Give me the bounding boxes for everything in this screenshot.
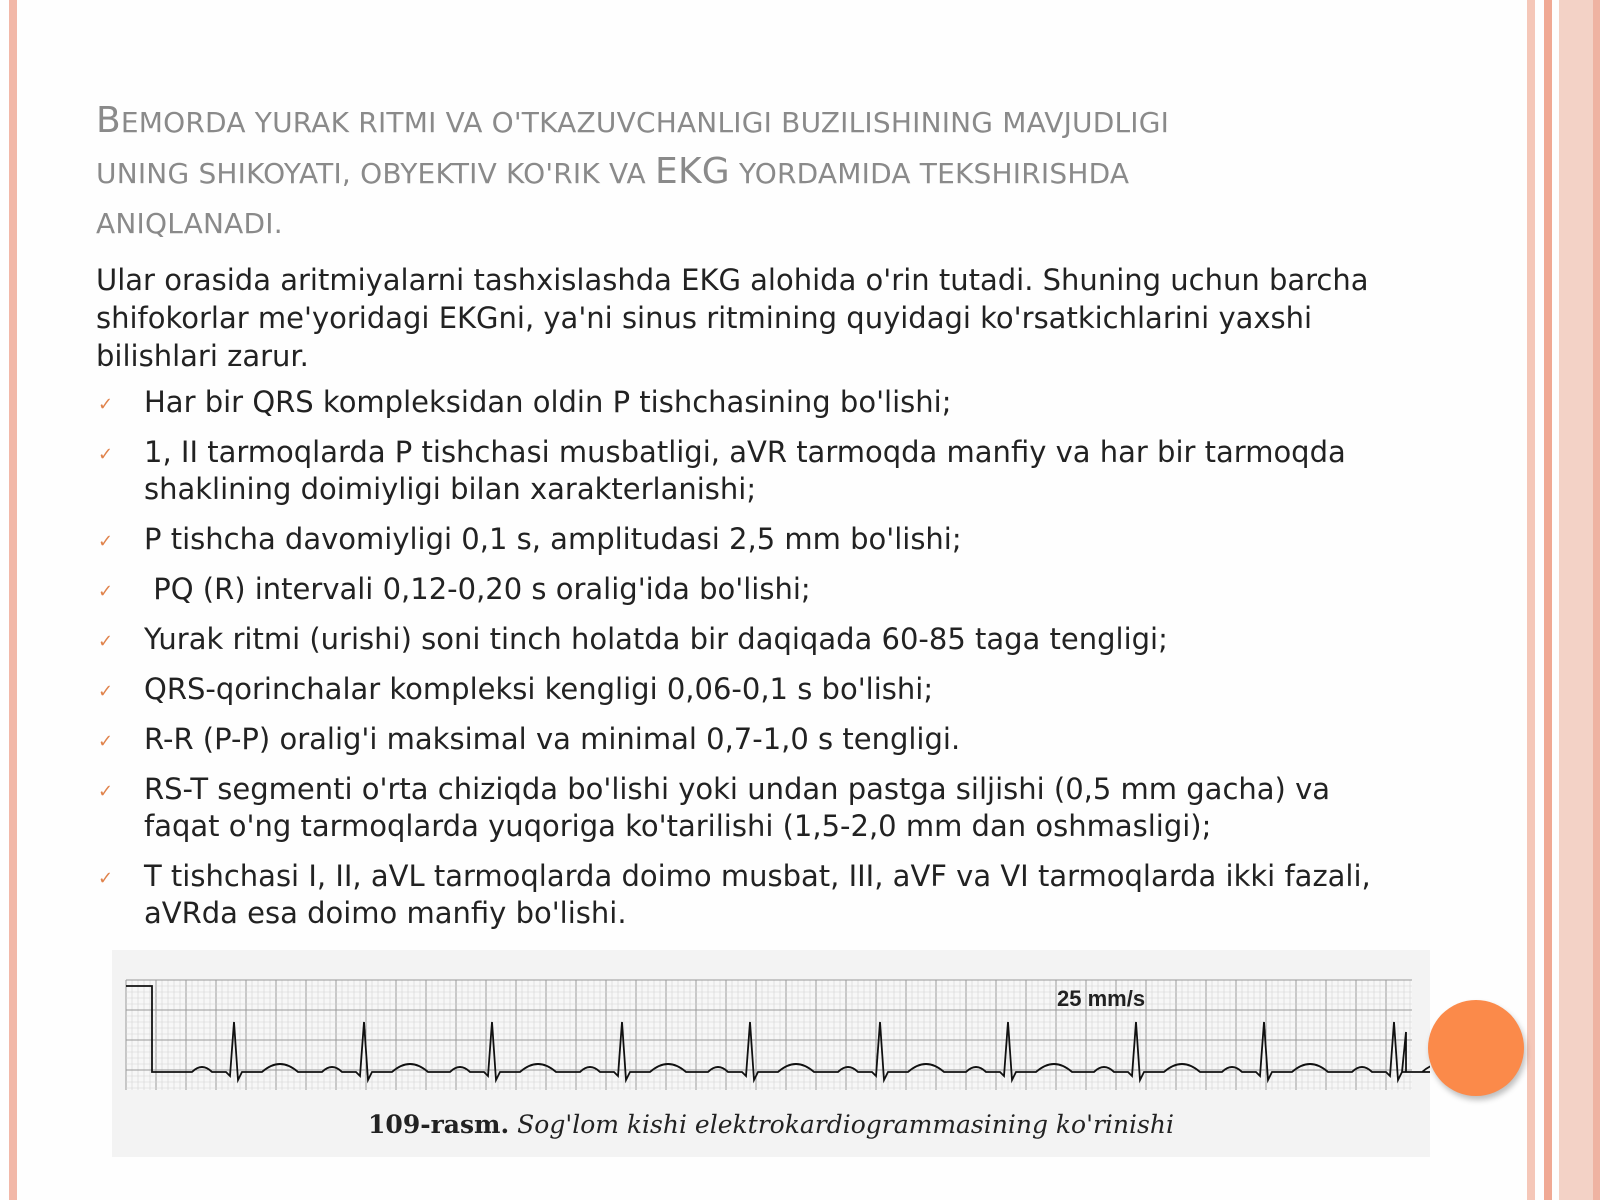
title-ekg: EKG <box>655 151 730 192</box>
title-line-2a: UNING SHIKOYATI, OBYEKTIV KO'RIK VA <box>96 157 656 190</box>
right-border-stripe <box>1593 0 1600 1200</box>
ecg-figure <box>112 950 1430 1157</box>
checkmark-icon: ✓ <box>98 394 114 415</box>
checkmark-icon: ✓ <box>98 631 114 652</box>
list-item <box>96 384 1406 421</box>
figure-caption <box>112 1110 1430 1139</box>
ecg-trace-image <box>112 950 1430 1110</box>
right-border-stripe <box>1527 0 1535 1200</box>
list-item-text: T tishchasi I, II, aVL tarmoqlarda doimo musbat, III, aVF va VI tarmoqlarda ikki fazali, aVRda esa doimo manfiy bo'lishi. <box>144 859 1371 930</box>
title-line-3: ANIQLANADI. <box>96 207 283 240</box>
list-item-text: Har bir QRS kompleksidan oldin P tishchasining bo'lishi; <box>144 385 952 419</box>
checkmark-icon: ✓ <box>98 581 114 602</box>
list-item-text: Yurak ritmi (urishi) soni tinch holatda bir daqiqada 60-85 taga tengligi; <box>144 622 1168 656</box>
list-item <box>96 858 1406 932</box>
list-item-text: 1, II tarmoqlarda P tishchasi musbatligi, aVR tarmoqda manfiy va har bir tarmoqda shaklining doimiyligi bilan xarakterlanishi; <box>144 435 1346 506</box>
title-line-1: EMORDA YURAK RITMI VA O'TKAZUVCHANLIGI BUZILISHINING MAVJUDLIGI <box>120 106 1170 139</box>
checkmark-icon: ✓ <box>98 781 114 802</box>
list-item <box>96 771 1406 845</box>
list-item <box>96 721 1406 758</box>
list-item <box>96 571 1406 608</box>
list-item <box>96 621 1406 658</box>
orange-circle-decoration <box>1428 1000 1524 1096</box>
checkmark-icon: ✓ <box>98 868 114 889</box>
list-item <box>96 671 1406 708</box>
list-item <box>96 434 1406 508</box>
bullet-list <box>96 384 1406 945</box>
checkmark-icon: ✓ <box>98 681 114 702</box>
list-item-text: QRS-qorinchalar kompleksi kengligi 0,06-0,1 s bo'lishi; <box>144 672 934 706</box>
list-item-text: R-R (P-P) oralig'i maksimal va minimal 0,7-1,0 s tengligi. <box>144 722 961 756</box>
list-item <box>96 521 1406 558</box>
slide-title <box>96 96 1396 248</box>
title-initial: B <box>96 100 121 141</box>
list-item-text: PQ (R) intervali 0,12-0,20 s oralig'ida bo'lishi; <box>144 572 811 606</box>
caption-number: 109-rasm. <box>368 1110 510 1139</box>
caption-text: Sog'lom kishi elektrokardiogrammasining ko'rinishi <box>509 1110 1174 1139</box>
intro-paragraph: Ular orasida aritmiyalarni tashxislashda EKG alohida o'rin tutadi. Shuning uchun barcha shifokorlar me'yoridagi EKGni, ya'ni sinus ritmining quyidagi ko'rsatkichlarini yaxshi bilishlari zarur. <box>96 263 1369 373</box>
list-item-text: P tishcha davomiyligi 0,1 s, amplitudasi 2,5 mm bo'lishi; <box>144 522 962 556</box>
right-border-stripe <box>1544 0 1552 1200</box>
left-border-stripe <box>9 0 17 1200</box>
title-line-2b: YORDAMIDA TEKSHIRISHDA <box>729 157 1130 190</box>
list-item-text: RS-T segmenti o'rta chiziqda bo'lishi yoki undan pastga siljishi (0,5 mm gacha) va faqat o'ng tarmoqlarda yuqoriga ko'tarilishi (1,5-2,0 mm dan oshmasligi); <box>144 772 1331 843</box>
checkmark-icon: ✓ <box>98 444 114 465</box>
checkmark-icon: ✓ <box>98 731 114 752</box>
ecg-speed-label: 25 mm/s <box>1057 986 1146 1011</box>
checkmark-icon: ✓ <box>98 531 114 552</box>
